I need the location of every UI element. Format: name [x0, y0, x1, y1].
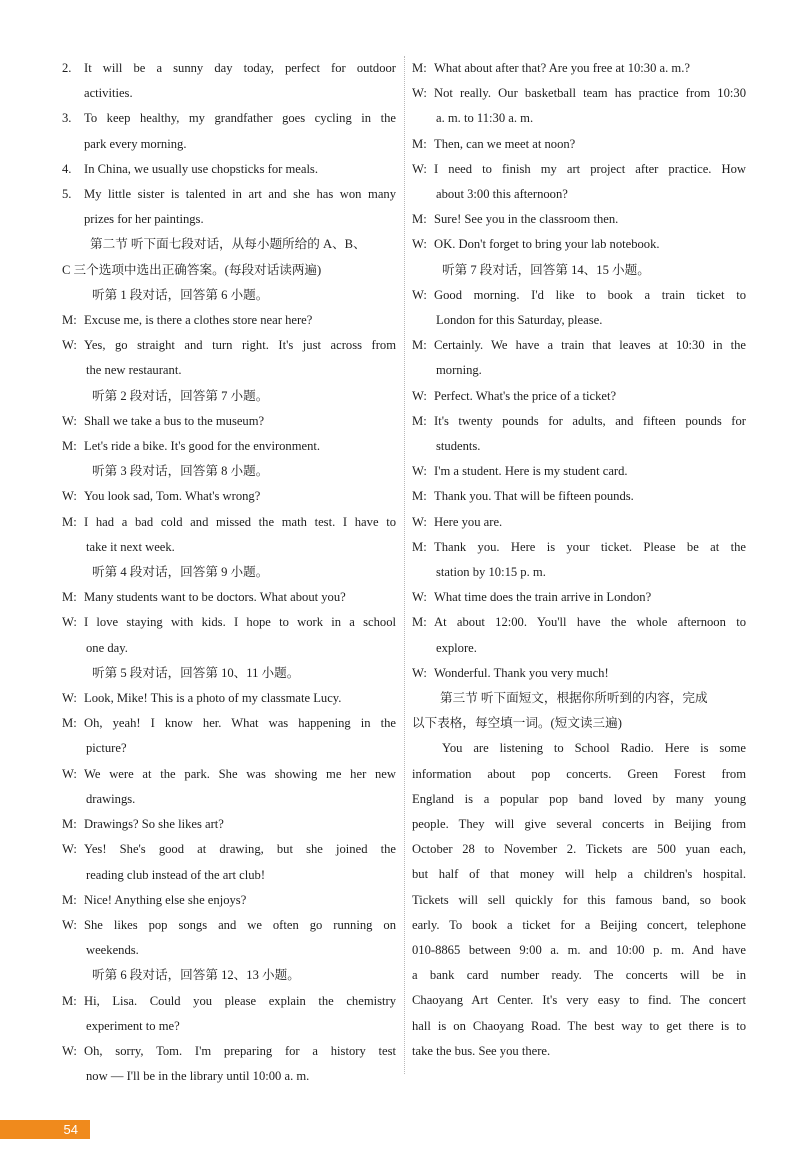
line-text: Chaoyang Art Center. It's very easy to find. The concert [412, 993, 746, 1008]
dialogue-line [62, 711, 396, 736]
passage-line [412, 963, 746, 988]
speaker-label: W: [62, 615, 77, 630]
speaker-label: M: [62, 514, 77, 529]
speaker-label: W: [412, 237, 427, 252]
line-text: reading club instead of the art club! [86, 867, 266, 882]
line-text: England is a popular pop band loved by many young [412, 791, 746, 806]
dialogue-line [62, 1039, 396, 1064]
passage-line [412, 1014, 746, 1039]
speaker-label: M: [412, 338, 427, 353]
line-text: 第三节 听下面短文，根据你所听到的内容，完成 [440, 691, 708, 706]
dialogue-line [62, 762, 396, 787]
line-text: Hi, Lisa. Could you please explain the chemistry [84, 993, 396, 1008]
line-text: Oh, sorry, Tom. I'm preparing for a history test [84, 1043, 396, 1058]
passage-line [412, 888, 746, 913]
speaker-label: W: [412, 464, 427, 479]
line-text: My little sister is talented in art and she has won many [84, 187, 396, 202]
line-text: Excuse me, is there a clothes store near here? [84, 313, 313, 328]
line-text: Certainly. We have a train that leaves at 10:30 in the [434, 338, 746, 353]
line-text: What about after that? Are you free at 10:30 a. m.? [434, 61, 690, 75]
speaker-label: M: [62, 817, 77, 832]
continuation-line [412, 308, 746, 333]
speaker-label: M: [62, 590, 77, 605]
speaker-label: M: [412, 615, 427, 630]
continuation-line [62, 938, 396, 963]
line-text: morning. [436, 363, 482, 378]
continuation-line [62, 1064, 396, 1089]
dialogue-line [412, 535, 746, 560]
speaker-label: W: [62, 842, 77, 857]
dialogue-line [412, 459, 746, 484]
dialogue-line [62, 837, 396, 862]
dialogue-line [412, 232, 746, 257]
line-text: explore. [436, 640, 477, 655]
speaker-label: M: [412, 539, 427, 554]
numbered-line [62, 182, 396, 207]
line-text: It will be a sunny day today, perfect for outdoor [84, 61, 396, 75]
section-heading [412, 711, 746, 736]
line-text: Perfect. What's the price of a ticket? [434, 388, 617, 403]
speaker-label: W: [412, 514, 427, 529]
line-text: At about 12:00. You'll have the whole afternoon to [434, 615, 746, 630]
line-text: one day. [86, 640, 128, 655]
page-number: 54 [63, 1122, 78, 1137]
continuation-line [412, 560, 746, 585]
line-text: station by 10:15 p. m. [436, 565, 546, 580]
section-heading [62, 459, 396, 484]
line-text: Let's ride a bike. It's good for the environment. [84, 439, 321, 454]
dialogue-line [62, 913, 396, 938]
line-text: In China, we usually use chopsticks for meals. [84, 161, 318, 176]
line-text: students. [436, 439, 481, 454]
line-text: Sure! See you in the classroom then. [434, 212, 619, 227]
continuation-line [412, 434, 746, 459]
line-text: It's twenty pounds for adults, and fifteen pounds for [434, 413, 746, 428]
section-heading [62, 963, 396, 988]
page-number-tab [0, 1120, 90, 1139]
dialogue-line [412, 661, 746, 686]
dialogue-line [62, 484, 396, 509]
line-text: now — I'll be in the library until 10:00 a. m. [86, 1069, 310, 1084]
numbered-line [62, 106, 396, 131]
numbered-line [62, 157, 396, 182]
line-text: take it next week. [86, 539, 175, 554]
line-text: drawings. [86, 791, 136, 806]
dialogue-line [62, 510, 396, 535]
speaker-label: M: [62, 439, 77, 454]
line-text: Many students want to be doctors. What about you? [84, 590, 346, 605]
line-text: experiment to me? [86, 1018, 180, 1033]
left-column [62, 56, 396, 1089]
line-text: You look sad, Tom. What's wrong? [84, 489, 261, 504]
line-text: She likes pop songs and we often go running on [84, 917, 396, 932]
line-text: 听第 5 段对话，回答第 10、11 小题。 [92, 665, 300, 680]
dialogue-line [412, 157, 746, 182]
line-text: Oh, yeah! I know her. What was happening in the [84, 716, 396, 731]
dialogue-line [62, 686, 396, 711]
section-heading [62, 232, 396, 257]
line-text: I need to finish my art project after practice. How [434, 161, 746, 176]
speaker-label: M: [62, 313, 77, 328]
line-text: I love staying with kids. I hope to work in a school [84, 615, 396, 630]
passage-line [412, 762, 746, 787]
line-text: 以下表格，每空填一词。(短文读三遍) [412, 716, 622, 731]
speaker-label: W: [412, 287, 427, 302]
item-number: 2. [62, 61, 72, 75]
speaker-label: W: [62, 766, 77, 781]
item-number: 4. [62, 161, 72, 176]
line-text: Wonderful. Thank you very much! [434, 665, 609, 680]
speaker-label: W: [412, 161, 427, 176]
continuation-line [412, 358, 746, 383]
line-text: Tickets will sell quickly for this famous band, so book [412, 892, 746, 907]
continuation-line [62, 736, 396, 761]
speaker-label: M: [62, 892, 77, 907]
line-text: London for this Saturday, please. [436, 313, 603, 328]
line-text: Good morning. I'd like to book a train ticket to [434, 287, 746, 302]
line-text: 听第 7 段对话，回答第 14、15 小题。 [442, 262, 650, 277]
speaker-label: W: [412, 388, 427, 403]
dialogue-line [62, 434, 396, 459]
dialogue-line [412, 56, 746, 81]
passage-line [412, 988, 746, 1013]
numbered-line [62, 56, 396, 81]
dialogue-line [412, 409, 746, 434]
section-heading [62, 258, 396, 283]
line-text: a. m. to 11:30 a. m. [436, 111, 534, 126]
line-text: Yes, go straight and turn right. It's just across from [84, 338, 396, 353]
continuation-line [62, 787, 396, 812]
continuation-line [62, 132, 396, 157]
section-heading [412, 686, 746, 711]
line-text: people. They will give several concerts in Beijing from [412, 817, 746, 832]
section-heading [62, 661, 396, 686]
line-text: October 28 to November 2. Tickets are 500 yuan each, [412, 842, 746, 857]
line-text: I had a bad cold and missed the math test. I have to [84, 514, 396, 529]
passage-line [412, 812, 746, 837]
speaker-label: W: [412, 590, 427, 605]
dialogue-line [62, 610, 396, 635]
line-text: a bank card number ready. The concerts will be in [412, 968, 746, 983]
speaker-label: W: [62, 691, 77, 706]
dialogue-line [412, 585, 746, 610]
line-text: To keep healthy, my grandfather goes cycling in the [84, 111, 396, 126]
item-number: 5. [62, 187, 72, 202]
line-text: early. To book a ticket for a Beijing concert, telephone [412, 917, 746, 932]
dialogue-line [412, 484, 746, 509]
speaker-label: W: [412, 86, 427, 101]
dialogue-line [412, 384, 746, 409]
line-text: 听第 3 段对话，回答第 8 小题。 [92, 464, 269, 479]
continuation-line [62, 358, 396, 383]
line-text: Then, can we meet at noon? [434, 136, 576, 151]
continuation-line [62, 207, 396, 232]
line-text: 听第 1 段对话，回答第 6 小题。 [92, 287, 269, 302]
speaker-label: W: [62, 489, 77, 504]
speaker-label: W: [62, 413, 77, 428]
line-text: about 3:00 this afternoon? [436, 187, 568, 202]
speaker-label: W: [62, 1043, 77, 1058]
dialogue-line [412, 283, 746, 308]
dialogue-line [412, 610, 746, 635]
column-divider [404, 56, 405, 1074]
line-text: information about pop concerts. Green Forest from [412, 766, 746, 781]
passage-line [412, 913, 746, 938]
continuation-line [412, 636, 746, 661]
section-heading [412, 258, 746, 283]
speaker-label: W: [62, 338, 77, 353]
speaker-label: M: [62, 716, 77, 731]
continuation-line [62, 636, 396, 661]
item-number: 3. [62, 111, 72, 126]
line-text: 听第 4 段对话，回答第 9 小题。 [92, 565, 269, 580]
dialogue-line [62, 812, 396, 837]
section-heading [62, 384, 396, 409]
speaker-label: M: [62, 993, 77, 1008]
passage-line [412, 1039, 746, 1064]
line-text: C 三个选项中选出正确答案。(每段对话读两遍) [62, 262, 322, 277]
line-text: 010-8865 between 9:00 a. m. and 10:00 p. m. And have [412, 942, 746, 957]
dialogue-line [412, 207, 746, 232]
passage-line [412, 787, 746, 812]
continuation-line [412, 106, 746, 131]
speaker-label: M: [412, 212, 427, 227]
line-text: weekends. [86, 943, 139, 958]
continuation-line [62, 863, 396, 888]
line-text: park every morning. [84, 136, 187, 151]
line-text: hall is on Chaoyang Road. The best way to get there is to [412, 1018, 746, 1033]
dialogue-line [62, 585, 396, 610]
passage-line [412, 938, 746, 963]
line-text: 听第 2 段对话，回答第 7 小题。 [92, 388, 269, 403]
line-text: Not really. Our basketball team has practice from 10:30 [434, 86, 746, 101]
passage-line [412, 862, 746, 887]
section-heading [62, 283, 396, 308]
dialogue-line [412, 81, 746, 106]
continuation-line [62, 1014, 396, 1039]
line-text: 第二节 听下面七段对话，从每小题所给的 A、B、 [90, 237, 366, 252]
speaker-label: W: [412, 665, 427, 680]
speaker-label: M: [412, 413, 427, 428]
line-text: 听第 6 段对话，回答第 12、13 小题。 [92, 968, 300, 983]
line-text: Drawings? So she likes art? [84, 817, 224, 832]
line-text: Shall we take a bus to the museum? [84, 413, 265, 428]
line-text: Yes! She's good at drawing, but she joined the [84, 842, 396, 857]
line-text: We were at the park. She was showing me her new [84, 766, 396, 781]
line-text: Thank you. Here is your ticket. Please be at the [434, 539, 746, 554]
line-text: Nice! Anything else she enjoys? [84, 892, 247, 907]
continuation-line [62, 535, 396, 560]
line-text: You are listening to School Radio. Here is some [442, 741, 746, 756]
line-text: Thank you. That will be fifteen pounds. [434, 489, 634, 504]
dialogue-line [412, 132, 746, 157]
speaker-label: M: [412, 61, 427, 75]
line-text: Look, Mike! This is a photo of my classmate Lucy. [84, 691, 342, 706]
passage-line [412, 736, 746, 761]
dialogue-line [62, 308, 396, 333]
right-column [412, 56, 746, 1064]
line-text: picture? [86, 741, 127, 756]
dialogue-line [412, 510, 746, 535]
line-text: I'm a student. Here is my student card. [434, 464, 628, 479]
speaker-label: M: [412, 136, 427, 151]
speaker-label: W: [62, 917, 77, 932]
dialogue-line [62, 888, 396, 913]
line-text: prizes for her paintings. [84, 212, 204, 227]
line-text: take the bus. See you there. [412, 1043, 551, 1058]
speaker-label: M: [412, 489, 427, 504]
section-heading [62, 560, 396, 585]
continuation-line [412, 182, 746, 207]
dialogue-line [62, 333, 396, 358]
passage-line [412, 837, 746, 862]
line-text: What time does the train arrive in London? [434, 590, 652, 605]
dialogue-line [62, 409, 396, 434]
line-text: Here you are. [434, 514, 503, 529]
line-text: activities. [84, 86, 133, 101]
line-text: but half of that money will help a children's hospital. [412, 867, 746, 882]
continuation-line [62, 81, 396, 106]
dialogue-line [412, 333, 746, 358]
line-text: the new restaurant. [86, 363, 182, 378]
line-text: OK. Don't forget to bring your lab notebook. [434, 237, 660, 252]
dialogue-line [62, 989, 396, 1014]
